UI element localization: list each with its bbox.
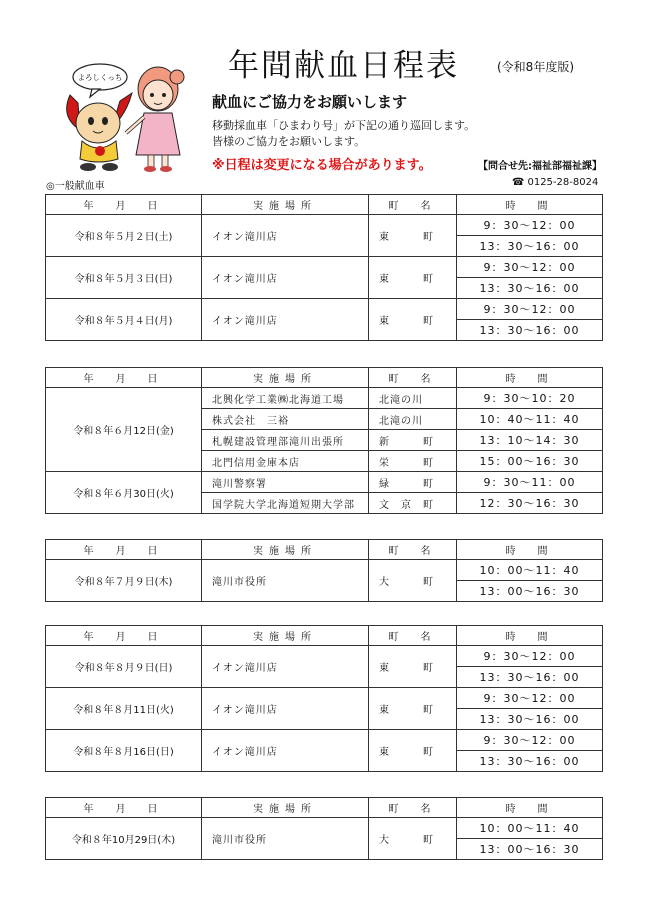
place-cell: イオン滝川店 [202,215,369,257]
phone-text: 0125-28-8024 [527,177,599,188]
town-cell: 東 町 [369,730,457,772]
date-cell: 令和８年７月９日(木) [46,560,202,602]
column-header-place: 実施場所 [202,626,369,646]
place-cell: 国学院大学北海道短期大学部 [202,493,369,514]
town-cell: 北滝の川 [369,409,457,430]
date-cell: 令和８年６月30日(火) [46,472,202,514]
table-header-row [46,540,603,560]
date-cell: 令和８年５月３日(日) [46,257,202,299]
column-header-place: 実施場所 [202,368,369,388]
time-cell: 9：30〜12：00 [457,299,603,320]
town-cell: 東 町 [369,688,457,730]
time-cell: 13：30〜16：00 [457,320,603,341]
town-cell: 栄 町 [369,451,457,472]
time-cell: 9：30〜10：20 [457,388,603,409]
phone-number [512,177,598,188]
time-cell: 13：30〜16：00 [457,709,603,730]
column-header-date: 年 月 日 [46,540,202,560]
schedule-change-warning: ※日程は変更になる場合があります。 [212,158,432,173]
speech-bubble-icon [73,64,127,97]
column-header-date: 年 月 日 [46,626,202,646]
place-cell: 滝川警察署 [202,472,369,493]
town-cell: 東 町 [369,299,457,341]
table-row [46,215,603,236]
column-header-town: 町 名 [369,798,457,818]
column-header-place: 実施場所 [202,540,369,560]
table-header-row [46,798,603,818]
town-cell: 新 町 [369,430,457,451]
time-cell: 13：30〜16：00 [457,667,603,688]
time-cell: 13：30〜16：00 [457,236,603,257]
table-row [46,688,603,709]
edition-label: (令和8年度版) [497,60,574,74]
column-header-place: 実施場所 [202,798,369,818]
description-line: 移動採血車「ひまわり号」が下記の通り巡回します。 [212,119,476,132]
place-cell: 北興化学工業㈱北海道工場 [202,388,369,409]
table-row [46,472,603,493]
request-heading: 献血にご協力をお願いします [212,93,408,111]
column-header-town: 町 名 [369,368,457,388]
girl-mascot-icon [126,67,184,172]
mascot-illustration [40,55,200,177]
date-cell: 令和８年６月12日(金) [46,388,202,472]
column-header-time: 時 間 [457,626,603,646]
place-cell: 札幌建設管理部滝川出張所 [202,430,369,451]
schedule-table-october [45,797,603,860]
time-cell: 13：30〜16：00 [457,278,603,299]
phone-icon: ☎ [512,177,525,188]
place-cell: イオン滝川店 [202,299,369,341]
time-cell: 9：30〜12：00 [457,688,603,709]
column-header-time: 時 間 [457,540,603,560]
time-cell: 10：40〜11：40 [457,409,603,430]
blood-drop-mascot-icon [67,93,132,171]
town-cell: 東 町 [369,257,457,299]
time-cell: 9：30〜12：00 [457,215,603,236]
time-cell: 9：30〜12：00 [457,730,603,751]
place-cell: イオン滝川店 [202,257,369,299]
date-cell: 令和８年８月９日(日) [46,646,202,688]
place-cell: 滝川市役所 [202,560,369,602]
place-cell: イオン滝川店 [202,688,369,730]
column-header-town: 町 名 [369,195,457,215]
column-header-date: 年 月 日 [46,798,202,818]
time-cell: 13：00〜16：30 [457,839,603,860]
place-cell: イオン滝川店 [202,730,369,772]
column-header-time: 時 間 [457,798,603,818]
schedule-table-june [45,367,603,514]
town-cell: 大 町 [369,818,457,860]
page-title: 年間献血日程表 [228,48,459,84]
time-cell: 9：30〜11：00 [457,472,603,493]
column-header-date: 年 月 日 [46,195,202,215]
speech-bubble-text: よろしくっち [77,73,123,82]
date-cell: 令和８年８月16日(日) [46,730,202,772]
time-cell: 12：30〜16：30 [457,493,603,514]
time-cell: 13：10〜14：30 [457,430,603,451]
table-header-row [46,368,603,388]
description-line: 皆様のご協力をお願いします。 [212,135,366,148]
time-cell: 10：00〜11：40 [457,560,603,581]
date-cell: 令和８年５月４日(月) [46,299,202,341]
town-cell: 文 京 町 [369,493,457,514]
table-row [46,730,603,751]
date-cell: 令和８年５月２日(土) [46,215,202,257]
town-cell: 東 町 [369,215,457,257]
table-row [46,560,603,581]
table-row [46,388,603,409]
time-cell: 9：30〜12：00 [457,646,603,667]
town-cell: 緑 町 [369,472,457,493]
place-cell: 滝川市役所 [202,818,369,860]
schedule-table-august [45,625,603,772]
schedule-table-july [45,539,603,602]
column-header-date: 年 月 日 [46,368,202,388]
place-cell: 株式会社 三裕 [202,409,369,430]
table-header-row [46,626,603,646]
column-header-time: 時 間 [457,195,603,215]
town-cell: 東 町 [369,646,457,688]
time-cell: 10：00〜11：40 [457,818,603,839]
town-cell: 大 町 [369,560,457,602]
date-cell: 令和８年８月11日(火) [46,688,202,730]
town-cell: 北滝の川 [369,388,457,409]
contact-label: 【問合せ先:福祉部福祉課】 [478,161,602,172]
description [212,118,475,150]
date-cell: 令和８年10月29日(木) [46,818,202,860]
column-header-time: 時 間 [457,368,603,388]
time-cell: 13：30〜16：00 [457,751,603,772]
table-header-row [46,195,603,215]
time-cell: 9：30〜12：00 [457,257,603,278]
place-cell: 北門信用金庫本店 [202,451,369,472]
table-row [46,299,603,320]
table-row [46,818,603,839]
table-row [46,646,603,667]
place-cell: イオン滝川店 [202,646,369,688]
bus-type-note: ◎一般献血車 [46,181,105,192]
column-header-town: 町 名 [369,626,457,646]
schedule-table-may [45,194,603,341]
time-cell: 15：00〜16：30 [457,451,603,472]
table-row [46,257,603,278]
column-header-place: 実施場所 [202,195,369,215]
time-cell: 13：00〜16：30 [457,581,603,602]
column-header-town: 町 名 [369,540,457,560]
